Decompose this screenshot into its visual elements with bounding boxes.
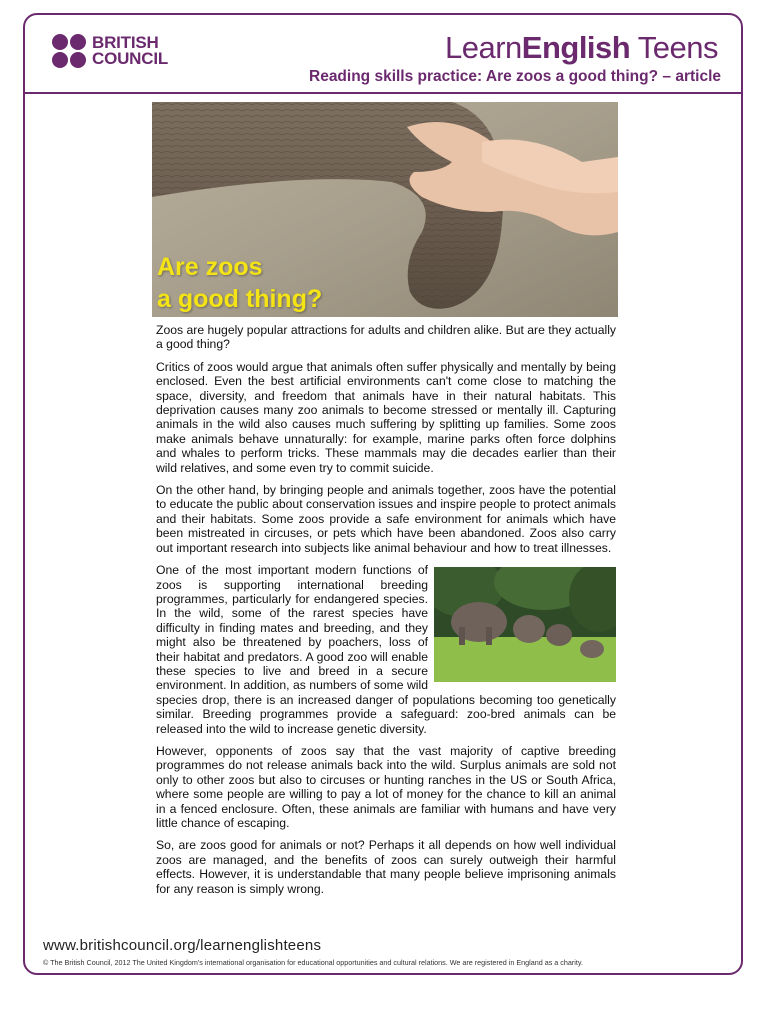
brand-suffix: Teens: [630, 30, 718, 65]
paragraph-with-photo: [156, 563, 616, 736]
british-council-logo: [52, 34, 168, 68]
article-paragraph: Zoos are hugely popular attractions for adults and children alike. But are they actually a good thing?: [156, 323, 617, 352]
article-paragraph: Critics of zoos would argue that animals often suffer physically and mentally by being enclosed. Even the best artificial environments can't come close to matching the space, diversity, and freedom that animals have in their natural habitats. This deprivation causes many zoo animals to become stressed or mentally ill. Capturing animals in the wild also causes much suffering by splitting up families. Some zoos make animals behave unnaturally: for example, marine parks often force dolphins and whales to perform tricks. These mammals may die decades earlier than their wild relatives, and some even try to commit suicide.: [156, 359, 616, 475]
article-paragraph: On the other hand, by bringing people and animals together, zoos have the potential to educate the public about conservation issues and inspire people to protect animals and their habitats. Some zoos provide a safe environment for animals which have been mistreated in circuses, or pets which have been abandoned. Zoos also carry out important research into subjects like animal behaviour and how to treat illnesses.: [156, 483, 616, 555]
hero-photo: [152, 102, 618, 317]
brand-bold: English: [521, 30, 631, 65]
learnenglish-teens-logo: [445, 30, 718, 66]
worksheet-subtitle: Reading skills practice: Are zoos a good thing? – article: [309, 68, 721, 85]
footer-copyright: © The British Council, 2012 The United Kingdom's international organisation for educational opportunities and cultural relations. We are registered in England as a charity.: [43, 958, 583, 967]
article-paragraph: So, are zoos good for animals or not? Perhaps it all depends on how well individual zoos are managed, and the benefits of zoos can surely outweigh their harmful effects. However, it is understandable that many people believe imprisoning animals for any reason is simply wrong.: [156, 838, 616, 896]
hero-title-line-2: a good thing?: [157, 285, 323, 313]
header-divider: [23, 92, 743, 94]
brand-prefix: Learn: [444, 30, 522, 65]
elephant-herd-image: [434, 567, 616, 682]
org-line-1: BRITISH: [92, 33, 159, 52]
article-body: [156, 323, 616, 904]
article-paragraph: One of the most important modern functions of zoos is supporting international breeding programmes, particularly for endangered species. In the wild, some of the rarest species have difficulty in finding mates and breeding, and they might also be threatened by poachers, loss of their habitat and predators. A good zoo will enable these species to live and breed in a secure environment. In addition, as numbers of some wild species drop, there is an increased danger of populations becoming too genetically similar. Breeding programmes provide a safeguard: zoo-bred animals can be released into the wild to increase genetic diversity.: [156, 563, 616, 736]
hero-title-line-1: Are zoos: [157, 253, 263, 281]
org-line-2: COUNCIL: [92, 49, 169, 68]
article-paragraph: However, opponents of zoos say that the vast majority of captive breeding programmes do not release animals back into the wild. Surplus animals are sold not only to other zoos but also to circuses or hunting ranches in the US or South Africa, where some people are willing to pay a lot of money for the chance to kill an animal in a fenced enclosure. Often, these animals are familiar with humans and have very little chance of escaping.: [156, 743, 616, 830]
hero-title: [157, 251, 322, 315]
british-council-wordmark: [92, 35, 168, 67]
footer-url[interactable]: www.britishcouncil.org/learnenglishteens: [43, 937, 322, 954]
british-council-dots-icon: [52, 34, 86, 68]
